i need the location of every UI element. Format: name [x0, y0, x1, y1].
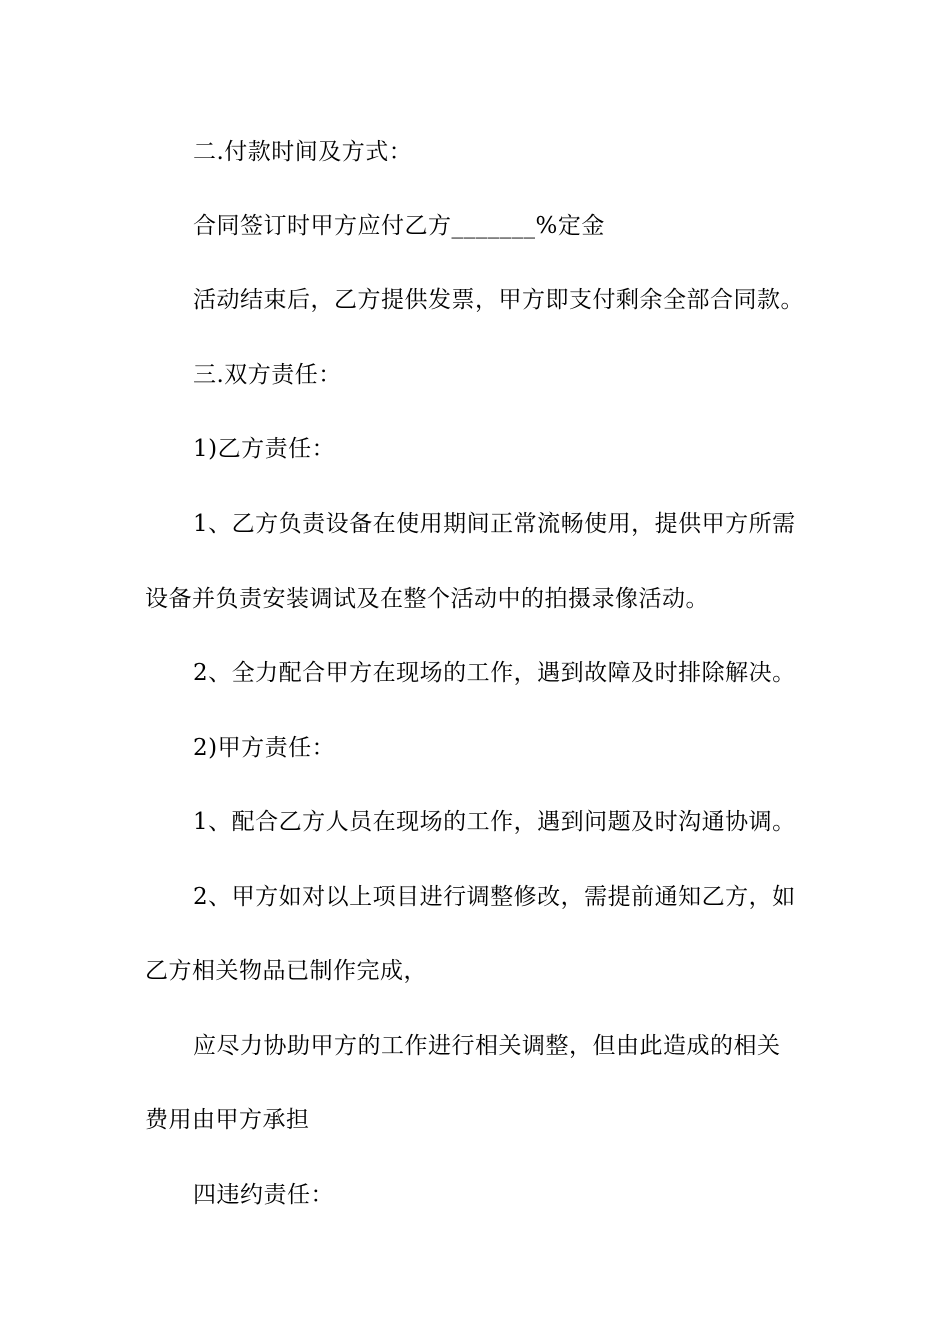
paragraph-adjustment: 应尽力协助甲方的工作进行相关调整，但由此造成的相关 [193, 1033, 781, 1059]
paragraph-party-a-item-2: 2、甲方如对以上项目进行调整修改，需提前通知乙方，如 [193, 884, 796, 910]
subheading-party-b: 1)乙方责任： [193, 436, 336, 462]
paragraph-party-a-item-1: 1、配合乙方人员在现场的工作，遇到问题及时沟通协调。 [193, 809, 796, 835]
section-heading-payment: 二.付款时间及方式： [193, 139, 413, 165]
paragraph-party-b-item-1: 1、乙方负责设备在使用期间正常流畅使用，提供甲方所需 [193, 511, 796, 537]
subheading-party-a: 2)甲方责任： [193, 735, 336, 761]
paragraph-final-payment: 活动结束后，乙方提供发票，甲方即支付剩余全部合同款。 [193, 287, 804, 313]
paragraph-deposit: 合同签订时甲方应付乙方_______%定金 [193, 213, 605, 239]
paragraph-party-b-item-1-cont: 设备并负责安装调试及在整个活动中的拍摄录像活动。 [145, 586, 709, 612]
paragraph-adjustment-cont: 费用由甲方承担 [145, 1107, 310, 1133]
paragraph-party-a-item-2-cont: 乙方相关物品已制作完成， [145, 958, 427, 984]
paragraph-party-b-item-2: 2、全力配合甲方在现场的工作，遇到故障及时排除解决。 [193, 660, 796, 686]
section-heading-responsibilities: 三.双方责任： [193, 362, 342, 388]
section-heading-breach: 四违约责任： [193, 1182, 334, 1208]
